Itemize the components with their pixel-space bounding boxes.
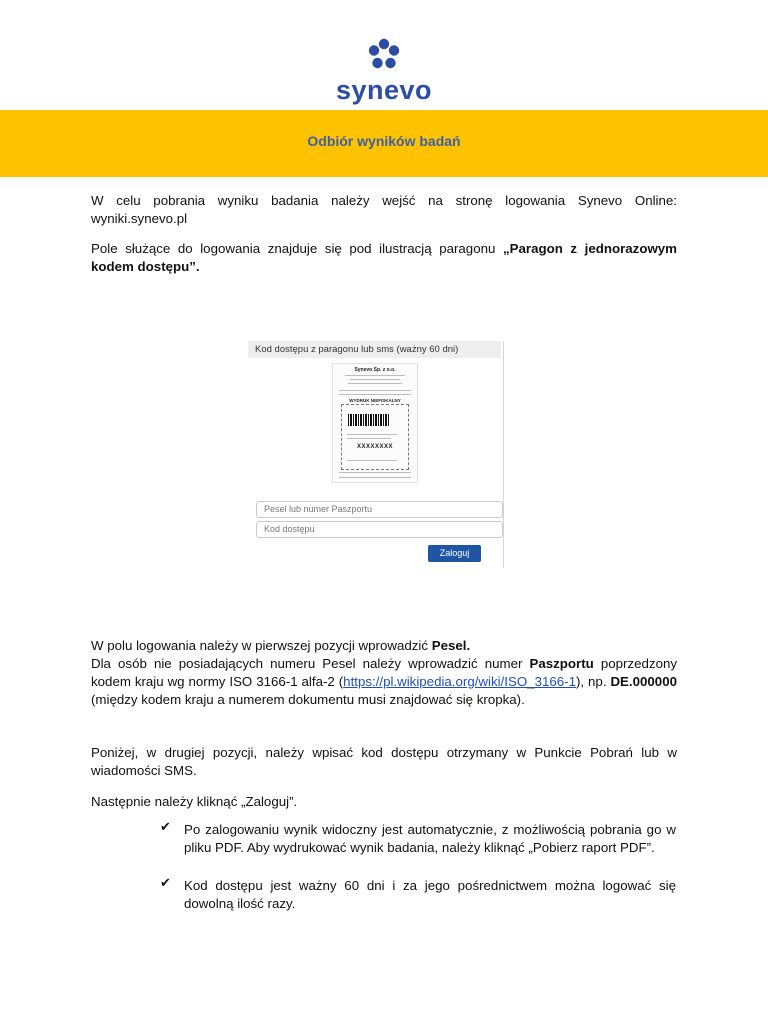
login-instructions — [91, 637, 677, 709]
page-title: Odbiór wyników badań — [307, 133, 461, 149]
login-card-title: Kod dostępu z paragonu lub sms (ważny 60 dni) — [248, 341, 501, 358]
synevo-logo — [0, 38, 768, 106]
bold-text: Pesel. — [431, 638, 471, 653]
intro-bold-text: „Paragon z jednorazowym kodem dostępu”. — [91, 241, 678, 274]
text: poprzedzony kodem kraju wg normy ISO 3166-1 alfa-2 — [91, 656, 678, 689]
receipt-company: Synevo Sp. z o.o. — [354, 367, 396, 373]
intro-text: Pole służące do logowania znajduje się pod ilustracją paragonu — [91, 241, 503, 256]
login-button[interactable]: Zaloguj — [428, 545, 481, 562]
access-code-input[interactable]: Kod dostępu — [256, 521, 503, 538]
bold-text: Paszportu — [529, 656, 594, 671]
intro-paragraph-2 — [91, 240, 677, 276]
click-paragraph: Następnie należy kliknąć „Zaloguj”. — [91, 794, 298, 809]
iso-link[interactable]: https://pl.wikipedia.org/wiki/ISO_3166-1 — [343, 674, 576, 689]
text: ), np. — [575, 674, 611, 689]
bold-text: DE.000000 — [610, 674, 677, 689]
second-field-paragraph: Poniżej, w drugiej pozycji, należy wpisać kod dostępu otrzymany w Punkcie Pobrań lub w wiadomości SMS. — [91, 745, 677, 778]
receipt-header: WYDRUK NIEFISKALNY — [349, 398, 401, 403]
barcode-icon — [348, 414, 390, 426]
checkmark-icon: ✔ — [160, 819, 171, 834]
list-item: Kod dostępu jest ważny 60 dni i za jego pośrednictwem można logować się dowolną ilość razy. — [184, 878, 676, 911]
list-item: Po zalogowaniu wynik widoczny jest automatycznie, z możliwością pobrania go w pliku PDF. Aby wydrukować wynik badania, należy kliknąć „Pobierz raport PDF”. — [184, 822, 676, 855]
receipt-image — [332, 363, 418, 483]
text: W polu logowania należy w pierwszej pozycji wprowadzić — [91, 638, 432, 653]
text: ( — [338, 674, 344, 689]
pesel-input[interactable]: Pesel lub numer Paszportu — [256, 501, 503, 518]
login-illustration — [248, 341, 504, 568]
flower-icon — [367, 38, 401, 72]
receipt-code: XXXXXXXX — [356, 444, 393, 450]
checkmark-icon: ✔ — [160, 875, 171, 890]
text: Dla osób nie posiadających numeru Pesel należy wprowadzić numer — [91, 656, 530, 671]
text: (między kodem kraju a numerem dokumentu musi znajdować się kropka). — [91, 692, 525, 707]
intro-paragraph-1: W celu pobrania wyniku badania należy wejść na stronę logowania Synevo Online: wyniki.synevo.pl — [91, 193, 677, 226]
brand-name: synevo — [335, 75, 433, 105]
